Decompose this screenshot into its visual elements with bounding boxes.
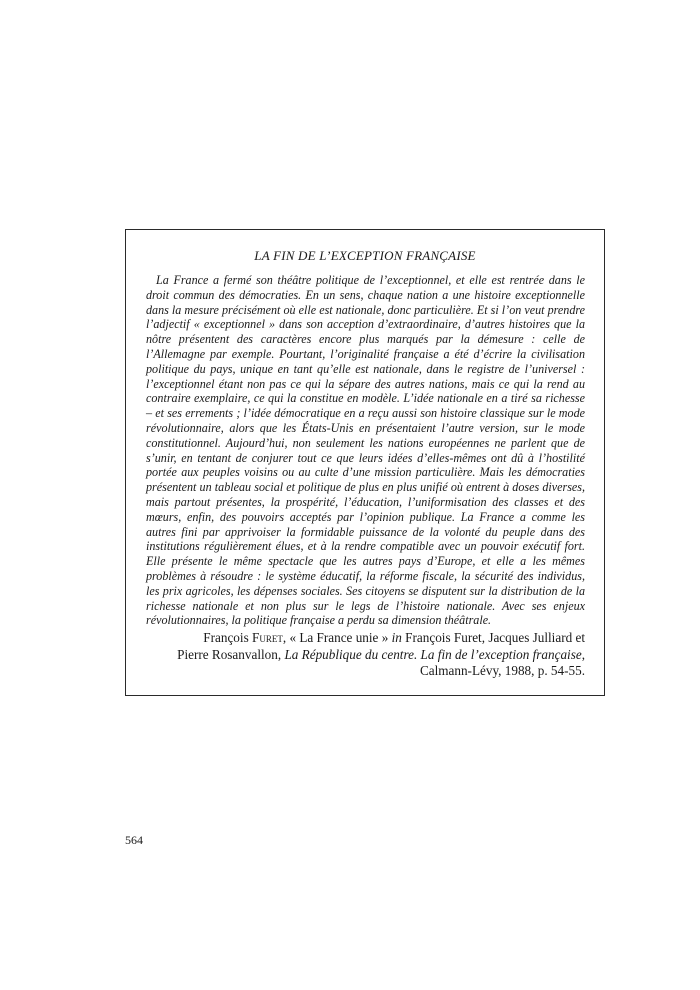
citation-author-first: François [203,630,252,645]
excerpt-body: La France a fermé son théâtre politique de l’exceptionnel, et elle est rentrée dans le droit commun des démocraties. En un sens, chaque nation a une histoire exceptionnelle dans la mesure précisément où elle est nationale, donc particulière. Et si l’on veut prendre l’adjectif « exceptionnel » dans son acception d’extraordinaire, d’autres histoires que la nôtre présentent des caractères encore plus marqués par la démesure : celle de l’Allemagne par exemple. Pourtant, l’originalité française a été d’écrire la civilisation politique du pays, unique en tant qu’elle est nationale, dans le registre de l’universel : l’exceptionnel étant non pas ce qui la sépare des autres nations, mais ce qui la rend au contraire exemplaire, ce qui la constitue en modèle. L’idée nationale en a tiré sa richesse – et ses errements ; l’idée démocratique en a reçu aussi son histoire classique sur le mode révolutionnaire, alors que les États-Unis en présentaient l’autre version, sur le mode constitutionnel. Aujourd’hui, non seulement les nations européennes ne parlent que de s’unir, en tentant de conjurer tout ce que leurs idées d’elles-mêmes ont dû à l’hostilité portée aux peuples voisins ou au culte d’une mission particulière. Mais les démocraties présentent un tableau social et politique de plus en plus unifié où entrent à doses diverses, mais partout présentes, la prospérité, l’éducation, l’uniformisation des classes et des mœurs, enfin, des pouvoirs acceptés par l’opinion publique. La France a comme les autres fini par apprivoiser la formidable puissance de la volonté du peuple dans des institutions régulièrement élues, et à la rendre compatible avec un pouvoir exécutif fort. Elle présente le même spectacle que les autres pays d’Europe, et elle a les mêmes problèmes à résoudre : le système éducatif, la réforme fiscale, la sécurité des individus, les prix agricoles, les dépenses sociales. Ses citoyens se disputent sur la distribution de la richesse nationale et non plus sur le legs de l’histoire nationale. Avec ses enjeux révolutionnaires, la politique française a perdu sa dimension théâtrale. [146,273,585,628]
citation-author-last: Furet [252,630,283,645]
page-number: 564 [125,833,143,847]
citation [146,630,585,680]
citation-book-title: La République du centre. La fin de l’exception française [284,646,582,662]
citation-in: in [391,630,402,645]
citation-publisher: Calmann-Lévy, 1988, p. 54-55. [419,663,585,678]
citation-editors-2: Pierre Rosanvallon, [177,646,285,662]
citation-editors: François Furet, Jacques Julliard et [401,630,585,645]
excerpt-title: LA FIN DE L’EXCEPTION FRANÇAISE [254,248,476,263]
citation-line-2 [146,647,585,664]
citation-article: , « La France unie » [282,630,392,645]
citation-line-3 [146,663,585,680]
citation-comma: , [581,646,585,662]
excerpt-box [125,229,605,696]
citation-line-1 [146,630,585,647]
